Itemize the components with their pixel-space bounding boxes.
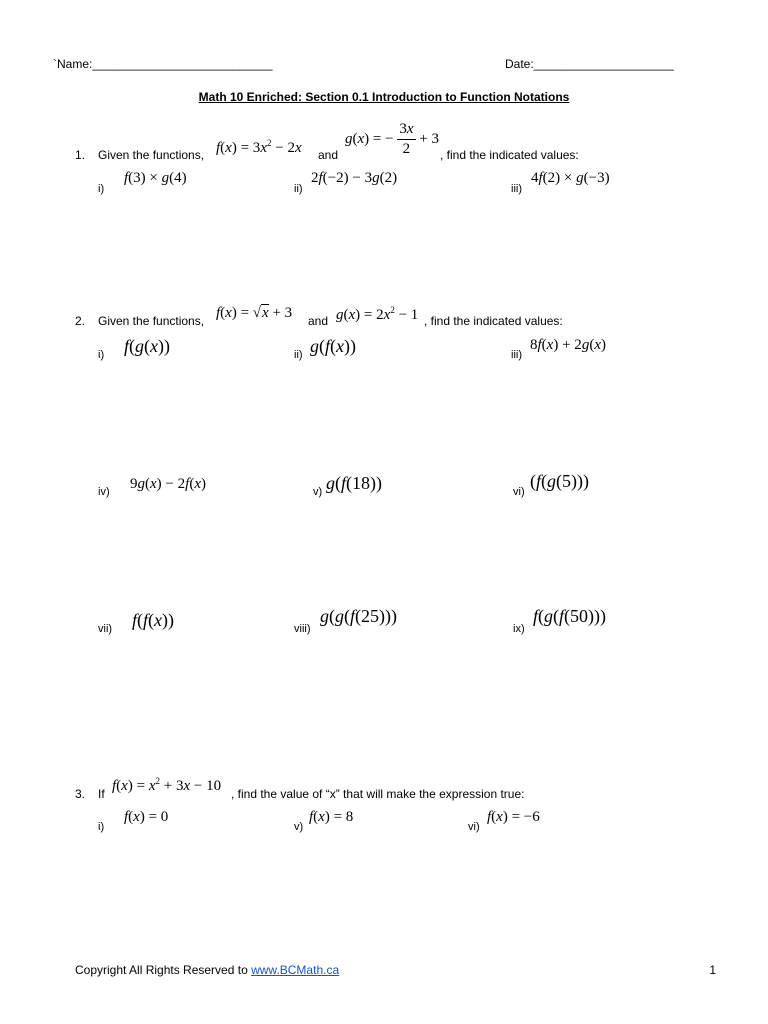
copyright-text: Copyright All Rights Reserved to	[75, 963, 252, 977]
q2-part-label: vi)	[513, 486, 525, 498]
q1-part-expr: 4f(2) × g(−3)	[531, 170, 610, 186]
q1-part-expr: f(3) × g(4)	[124, 170, 187, 186]
q2-part-expr: g(g(f(25)))	[320, 606, 397, 626]
q2-outro: , find the indicated values:	[424, 314, 563, 328]
q2-part-expr: f(f(x))	[132, 610, 175, 630]
footer-copyright	[75, 963, 339, 977]
q3-part-label: vi)	[468, 821, 480, 833]
q2-and: and	[308, 314, 329, 328]
q1-part-label: iii)	[511, 183, 522, 195]
q2-number: 2.	[75, 314, 86, 328]
q2-g-definition: $g(x) = 2x^2 - 1$	[336, 305, 419, 323]
q2-part-label: iii)	[511, 349, 522, 361]
q3-part-expr: f(x) = 0	[124, 809, 169, 825]
q2-part-label: vii)	[98, 623, 113, 635]
q2-part-label: iv)	[98, 486, 110, 498]
q2-part-expr: g(f(18))	[326, 473, 382, 493]
q2-part-expr: g(f(x))	[310, 336, 357, 356]
q2-part-label: v)	[313, 486, 323, 498]
q2-part-label: viii)	[294, 623, 311, 635]
q1-number: 1.	[75, 148, 86, 162]
q1-g-definition: g(x) = − $\frac{3x}{2}$ + 3	[345, 121, 439, 157]
q1-outro: , find the indicated values:	[440, 148, 579, 162]
q3-f-definition: $f(x) = x^2 + 3x - 10$	[112, 776, 222, 794]
bcmath-link[interactable]: www.BCMath.ca	[251, 963, 340, 977]
q2-part-expr: 8f(x) + 2g(x)	[530, 337, 606, 353]
q1-part-label: i)	[98, 183, 105, 195]
q3-number: 3.	[75, 787, 86, 801]
q3-intro: If	[98, 787, 105, 801]
q2-part-expr: f(g(f(50)))	[533, 606, 607, 626]
date-field-label: Date:_____________________	[505, 57, 674, 71]
q1-part-expr: 2f(−2) − 3g(2)	[311, 170, 398, 186]
q2-f-definition: f(x) = √x + 3	[216, 305, 293, 321]
q2-part-expr: f(g(x))	[124, 336, 171, 356]
q3-part-expr: f(x) = −6	[487, 809, 540, 825]
q3-part-expr: f(x) = 8	[309, 809, 354, 825]
q3-part-label: v)	[294, 821, 304, 833]
q3-part-label: i)	[98, 821, 105, 833]
q2-part-label: i)	[98, 349, 105, 361]
q3-outro: , find the value of “x” that will make the expression true:	[231, 787, 525, 801]
q1-intro: Given the functions,	[98, 148, 205, 162]
worksheet-title: Math 10 Enriched: Section 0.1 Introduction to Function Notations	[198, 90, 570, 104]
q2-part-label: ix)	[513, 623, 525, 635]
q2-part-expr: (f(g(5)))	[530, 471, 589, 491]
q2-part-expr: 9g(x) − 2f(x)	[130, 476, 206, 492]
name-field-label: `Name:___________________________	[53, 57, 273, 71]
q1-f-definition: $f(x) = 3x^2 - 2x$	[216, 138, 302, 156]
q2-part-label: ii)	[294, 349, 303, 361]
page-number: 1	[709, 963, 716, 977]
q1-and: and	[318, 148, 339, 162]
q1-part-label: ii)	[294, 183, 303, 195]
q2-intro: Given the functions,	[98, 314, 205, 328]
